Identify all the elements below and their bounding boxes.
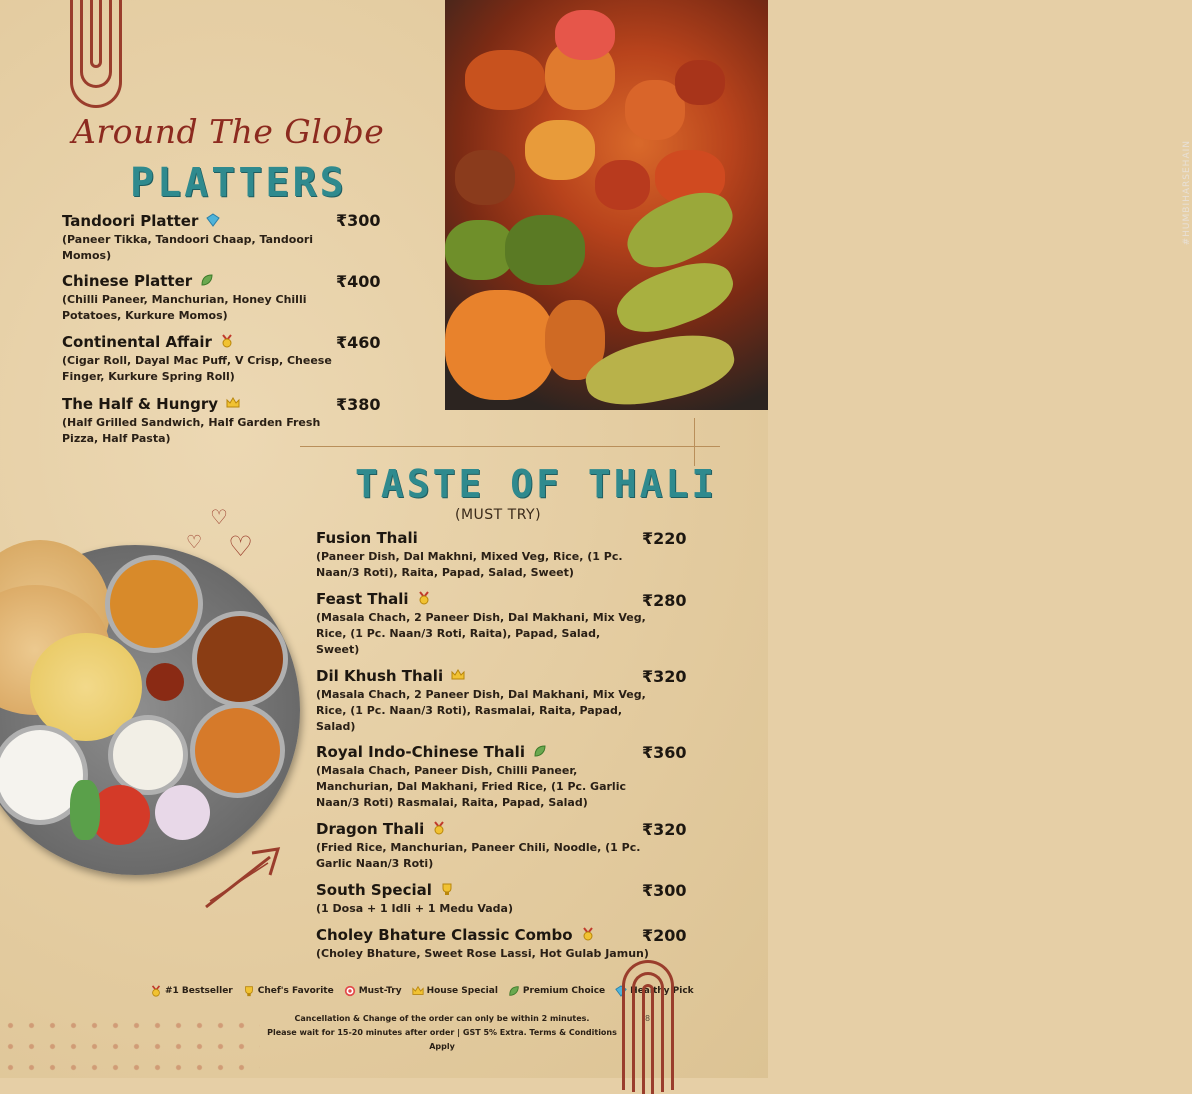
legend-label: Premium Choice <box>522 986 606 996</box>
item-description: (Choley Bhature, Sweet Rose Lassi, Hot Gulab Jamun) <box>316 947 649 960</box>
trophy-icon <box>243 985 255 997</box>
item-description: (Paneer Tikka, Tandoori Chaap, Tandoori Momos) <box>62 233 314 262</box>
item-description: (Masala Chach, 2 Paneer Dish, Dal Makhani, Mix Veg, Rice, (1 Pc. Naan/3 Roti, Raita), Papad, Salad, Sweet) <box>316 611 646 656</box>
menu-item <box>62 211 332 264</box>
legend-label: House Special <box>426 986 498 996</box>
menu-item <box>316 742 656 811</box>
legend-item <box>412 985 498 997</box>
leaf-icon <box>200 273 214 287</box>
menu-item <box>316 925 656 962</box>
arrow-doodle <box>200 845 284 915</box>
item-description: (Cigar Roll, Dayal Mac Puff, V Crisp, Cheese Finger, Kurkure Spring Roll) <box>62 354 332 383</box>
medal-icon <box>417 591 431 605</box>
target-icon <box>344 985 356 997</box>
section-divider <box>694 418 695 466</box>
legend-item <box>344 985 402 997</box>
legend-label: Chef's Favorite <box>257 986 334 996</box>
menu-item <box>316 528 646 581</box>
legend-item <box>243 985 334 997</box>
platters-title: PLATTERS <box>130 160 347 206</box>
item-price: ₹200 <box>642 926 687 945</box>
item-description: (Chilli Paneer, Manchurian, Honey Chilli Potatoes, Kurkure Momos) <box>62 293 307 322</box>
item-price: ₹220 <box>642 529 687 548</box>
trophy-icon <box>440 882 454 896</box>
heart-icon: ♡ <box>210 505 228 529</box>
item-price: ₹280 <box>642 591 687 610</box>
item-description: (Masala Chach, Paneer Dish, Chilli Paneer, Manchurian, Dal Makhani, Fried Rice, (1 Pc. Garlic Naan/3 Roti) Rasmalai, Raita, Papad, Salad) <box>316 764 626 809</box>
item-description: (Fried Rice, Manchurian, Paneer Chili, Noodle, (1 Pc. Garlic Naan/3 Roti) <box>316 841 641 870</box>
heart-icon: ♡ <box>186 532 203 553</box>
menu-item <box>316 880 646 917</box>
decorative-pattern <box>0 1015 260 1078</box>
item-price: ₹320 <box>642 820 687 839</box>
arch-ornament <box>90 0 102 68</box>
item-description: (1 Dosa + 1 Idli + 1 Medu Vada) <box>316 902 513 915</box>
item-name: Feast Thali <box>316 590 409 608</box>
heart-icon: ♡ <box>228 530 254 563</box>
platters-script-title: Around The Globe <box>72 112 385 151</box>
menu-item <box>316 589 646 658</box>
photo-watermark: #HUMBIHARSEHAIN <box>1182 140 1192 246</box>
thali-title: TASTE OF THALI <box>355 462 718 506</box>
medal-icon <box>581 927 595 941</box>
legend-label: Healthy Pick <box>630 986 694 996</box>
item-price: ₹320 <box>642 667 687 686</box>
footer-line: Cancellation & Change of the order can only be within 2 minutes. <box>294 1014 590 1023</box>
item-name: Tandoori Platter <box>62 212 199 230</box>
section-divider <box>300 446 720 447</box>
page-number: 8 <box>645 1014 651 1023</box>
crown-icon <box>226 396 240 410</box>
leaf-icon <box>533 744 547 758</box>
item-price: ₹300 <box>336 211 381 230</box>
platter-photo <box>445 0 1192 410</box>
item-description: (Half Grilled Sandwich, Half Garden Fresh Pizza, Half Pasta) <box>62 416 321 445</box>
item-price: ₹380 <box>336 395 381 414</box>
thali-subtitle: (MUST TRY) <box>455 507 542 523</box>
item-name: Chinese Platter <box>62 272 193 290</box>
legend-label: #1 Bestseller <box>165 986 233 996</box>
legend-label: Must-Try <box>358 986 402 996</box>
medal-icon <box>150 985 162 997</box>
badge-legend <box>150 985 694 997</box>
crown-icon <box>451 668 465 682</box>
menu-item <box>316 819 646 872</box>
item-name: Royal Indo-Chinese Thali <box>316 743 525 761</box>
medal-icon <box>432 821 446 835</box>
legend-item <box>150 985 233 997</box>
item-price: ₹400 <box>336 272 381 291</box>
legend-item <box>508 985 605 997</box>
footer-line: Please wait for 15-20 minutes after order | GST 5% Extra. Terms & Conditions Apply <box>267 1028 617 1051</box>
item-price: ₹300 <box>642 881 687 900</box>
item-price: ₹360 <box>642 743 687 762</box>
diamond-icon <box>206 213 220 227</box>
medal-icon <box>220 334 234 348</box>
item-name: Dragon Thali <box>316 820 425 838</box>
menu-item <box>62 271 332 324</box>
item-name: Fusion Thali <box>316 529 418 547</box>
item-description: (Masala Chach, 2 Paneer Dish, Dal Makhani, Mix Veg, Rice, (1 Pc. Naan/3 Roti), Rasmalai, Raita, Papad, Salad) <box>316 688 646 733</box>
item-name: Dil Khush Thali <box>316 667 444 685</box>
item-price: ₹460 <box>336 333 381 352</box>
item-description: (Paneer Dish, Dal Makhni, Mixed Veg, Rice, (1 Pc. Naan/3 Roti), Raita, Papad, Salad, Sweet) <box>316 550 623 579</box>
leaf-icon <box>508 985 520 997</box>
arch-ornament <box>642 984 654 1094</box>
footer-notes <box>262 1012 622 1054</box>
item-name: Choley Bhature Classic Combo <box>316 926 573 944</box>
menu-item <box>316 666 646 735</box>
menu-item <box>62 394 332 447</box>
item-name: The Half & Hungry <box>62 395 218 413</box>
item-name: South Special <box>316 881 432 899</box>
menu-item <box>62 332 332 385</box>
thali-photo <box>0 545 300 875</box>
crown-icon <box>412 985 424 997</box>
item-name: Continental Affair <box>62 333 212 351</box>
